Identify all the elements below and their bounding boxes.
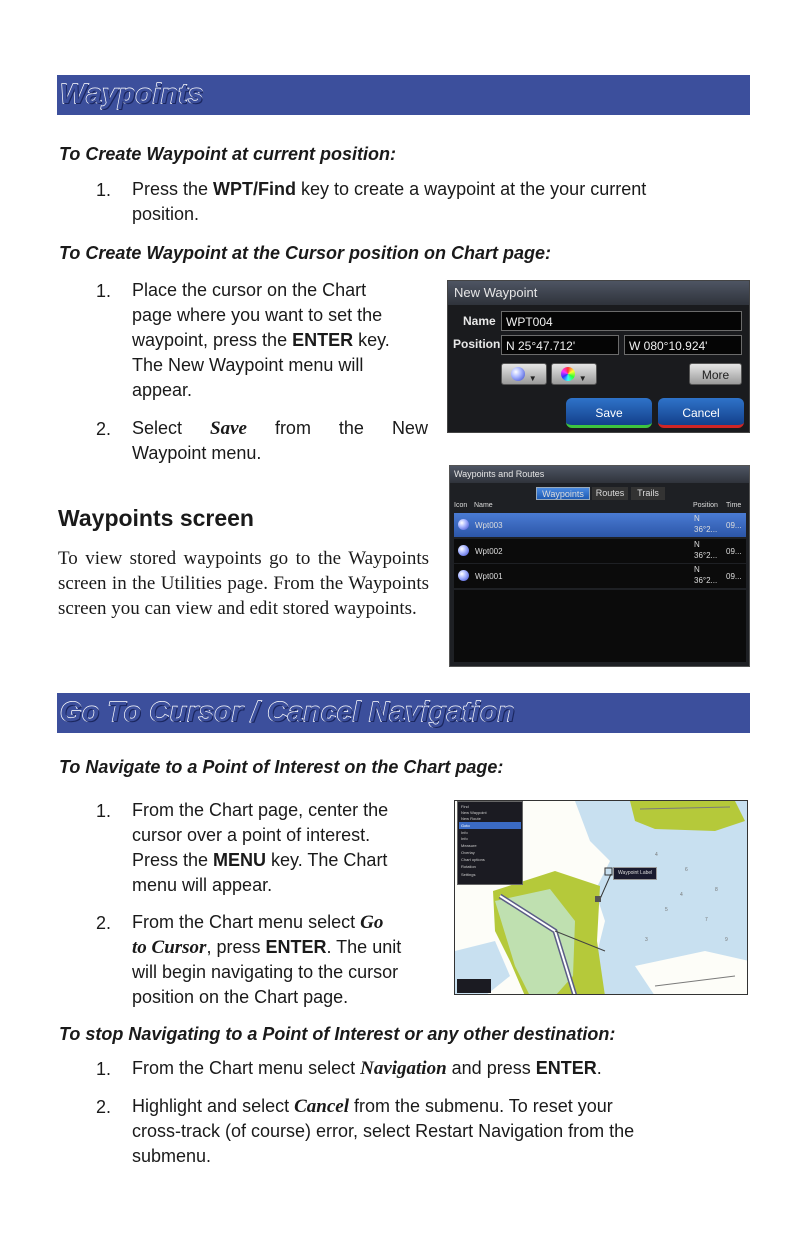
list-item-text: will begin navigating to the cursor bbox=[132, 962, 399, 982]
color-wheel-icon bbox=[561, 367, 575, 381]
svg-text:7: 7 bbox=[705, 917, 708, 923]
section-banner-waypoints bbox=[57, 75, 750, 115]
more-button[interactable]: More bbox=[689, 363, 742, 385]
waypoint-icon bbox=[458, 519, 469, 530]
column-header-position: Position bbox=[693, 502, 718, 509]
save-button[interactable]: Save bbox=[566, 398, 652, 428]
tab-trails[interactable]: Trails bbox=[631, 487, 665, 500]
icon-select-button[interactable] bbox=[501, 363, 547, 385]
list-number: 1. bbox=[96, 180, 112, 200]
svg-text:4: 4 bbox=[680, 892, 683, 898]
svg-text:6: 6 bbox=[685, 867, 688, 873]
list-item-text: submenu. bbox=[132, 1146, 212, 1166]
list-item-text: waypoint, press the ENTER key. bbox=[132, 330, 390, 350]
waypoints-screen-heading: Waypoints screen bbox=[58, 505, 254, 531]
table-row[interactable]: Wpt001 N 36°2... 09... bbox=[454, 564, 746, 588]
menu-item-goto-cursor[interactable]: Goto bbox=[461, 823, 470, 828]
tab-routes[interactable]: Routes bbox=[592, 487, 628, 500]
cancel-button[interactable]: Cancel bbox=[658, 398, 744, 428]
color-select-button[interactable] bbox=[551, 363, 597, 385]
list-item-text-cont: position. bbox=[132, 204, 200, 224]
empty-list-area bbox=[454, 590, 746, 662]
menu-item[interactable]: New Route bbox=[461, 816, 481, 821]
list-item-text: From the Chart menu select Navigation and press ENTER. bbox=[132, 1058, 602, 1079]
subheading-navigate-poi: To Navigate to a Point of Interest on the Chart page: bbox=[59, 757, 504, 777]
section-banner-go-to-cursor bbox=[57, 693, 750, 733]
menu-item[interactable]: Find bbox=[461, 804, 469, 809]
subheading-current-position: To Create Waypoint at current position: bbox=[59, 144, 397, 164]
tab-waypoints[interactable]: Waypoints bbox=[536, 487, 590, 500]
list-item-text: appear. bbox=[132, 380, 193, 400]
svg-text:5: 5 bbox=[665, 907, 668, 913]
menu-item[interactable]: Chart options bbox=[461, 857, 485, 862]
section-title: Go To Cursor / Cancel Navigation bbox=[60, 696, 516, 727]
list-item-text: page where you want to set the bbox=[132, 305, 383, 325]
table-row[interactable]: Wpt003 N 36°2... 09... bbox=[454, 513, 746, 537]
menu-item[interactable]: Measure bbox=[461, 843, 477, 848]
section-title: Waypoints bbox=[60, 78, 204, 109]
dropdown-arrow-icon: ▼ bbox=[528, 374, 537, 383]
latitude-input[interactable]: N 25°47.712' bbox=[501, 335, 619, 355]
column-header-name: Name bbox=[474, 502, 493, 509]
dialog-title: New Waypoint bbox=[448, 281, 749, 305]
subheading-stop-navigating: To stop Navigating to a Point of Interest or any other destination: bbox=[59, 1024, 616, 1044]
menu-item[interactable]: New Waypoint bbox=[461, 810, 487, 815]
name-input[interactable]: WPT004 bbox=[501, 311, 742, 331]
list-item-text: Press the WPT/Find key to create a waypoint at the your current bbox=[132, 179, 647, 199]
position-readout bbox=[457, 979, 491, 993]
list-item-text: Select Save from the New bbox=[132, 418, 428, 439]
menu-item[interactable]: Info bbox=[461, 836, 468, 841]
list-number: 1. bbox=[96, 281, 112, 301]
list-number: 2. bbox=[96, 1097, 112, 1117]
waypoints-routes-screen bbox=[449, 465, 750, 667]
list-item-text: cross-track (of course) error, select Restart Navigation from the bbox=[132, 1121, 635, 1141]
svg-text:9: 9 bbox=[725, 937, 728, 943]
menu-item[interactable]: Settings bbox=[461, 872, 476, 877]
name-label: Name bbox=[463, 314, 496, 328]
svg-text:4: 4 bbox=[655, 852, 658, 858]
svg-text:8: 8 bbox=[715, 887, 718, 893]
list-number: 2. bbox=[96, 913, 112, 933]
list-number: 1. bbox=[96, 801, 112, 821]
subheading-cursor-position: To Create Waypoint at the Cursor position on Chart page: bbox=[59, 243, 552, 263]
table-row[interactable]: Wpt002 N 36°2... 09... bbox=[454, 539, 746, 563]
waypoints-screen-body: To view stored waypoints go to the Waypoints screen in the Utilities page. From the Waypoints screen you can view and edit stored waypoints. bbox=[58, 548, 429, 619]
list-item-text: Press the MENU key. The Chart bbox=[132, 850, 388, 870]
list-item-text: The New Waypoint menu will bbox=[132, 355, 364, 375]
chart-page-screenshot bbox=[454, 800, 748, 995]
list-item-text: Highlight and select Cancel from the submenu. To reset your bbox=[132, 1096, 613, 1117]
list-number: 1. bbox=[96, 1059, 112, 1079]
column-header-icon: Icon bbox=[454, 502, 468, 509]
position-label: Position bbox=[453, 337, 501, 351]
screen-title: Waypoints and Routes bbox=[450, 466, 749, 483]
list-item-text: menu will appear. bbox=[132, 875, 273, 895]
list-item-text: From the Chart menu select Go bbox=[132, 912, 384, 933]
list-number: 2. bbox=[96, 419, 112, 439]
waypoint-icon bbox=[458, 570, 469, 581]
dropdown-arrow-icon: ▼ bbox=[578, 374, 587, 383]
column-header-time: Time bbox=[726, 502, 742, 509]
list-item-text: position on the Chart page. bbox=[132, 987, 349, 1007]
svg-text:3: 3 bbox=[645, 937, 648, 943]
chart-menu bbox=[457, 801, 523, 885]
cursor-info-popup: Waypoint Label bbox=[613, 867, 657, 880]
list-item-text: Place the cursor on the Chart bbox=[132, 280, 367, 300]
menu-item[interactable]: Rotation bbox=[461, 864, 476, 869]
new-waypoint-dialog bbox=[447, 280, 750, 433]
waypoint-icon bbox=[458, 545, 469, 556]
list-item-text: Waypoint menu. bbox=[132, 443, 262, 463]
menu-item[interactable]: Overlay bbox=[461, 850, 475, 855]
menu-item[interactable]: Info bbox=[461, 830, 468, 835]
longitude-input[interactable]: W 080°10.924' bbox=[624, 335, 742, 355]
waypoint-globe-icon bbox=[511, 367, 525, 381]
list-item-text: From the Chart page, center the bbox=[132, 800, 389, 820]
list-item-text: to Cursor, press ENTER. The unit bbox=[132, 937, 402, 958]
list-item-text: cursor over a point of interest. bbox=[132, 825, 371, 845]
